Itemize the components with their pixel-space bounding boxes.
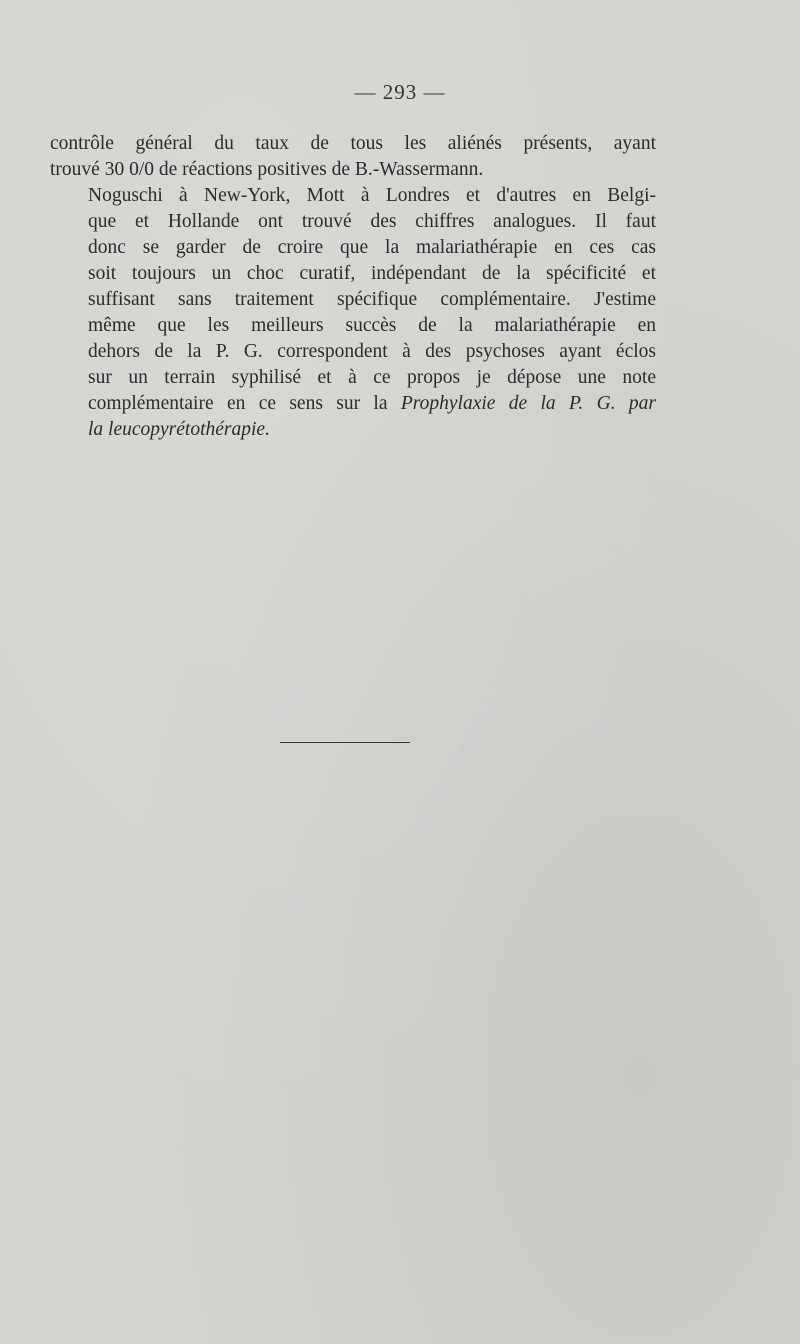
section-divider-rule	[280, 742, 410, 743]
text-line: sur un terrain syphilisé et à ce propos je dépose une note	[88, 367, 656, 388]
text-line: contrôle général du taux de tous les aliénés présents, ayant	[50, 133, 656, 154]
text-line	[50, 417, 656, 443]
text-line: que et Hollande ont trouvé des chiffres analogues. Il faut	[88, 211, 656, 232]
text-line: donc se garder de croire que la malariathérapie en ces cas	[88, 237, 656, 258]
paragraph-2	[50, 183, 656, 443]
text-line: soit toujours un choc curatif, indépendant de la spécificité et	[88, 263, 656, 284]
text-line	[50, 391, 656, 417]
body-text	[50, 131, 656, 443]
text-line: Noguschi à New-York, Mott à Londres et d'autres en Belgi-	[88, 185, 656, 206]
text-run: complémentaire en ce sens sur la	[88, 393, 388, 414]
text-line: dehors de la P. G. correspondent à des psychoses ayant éclos	[88, 341, 656, 362]
paragraph-1	[50, 131, 656, 183]
text-line: trouvé 30 0/0 de réactions positives de B.-Wassermann.	[50, 159, 484, 180]
text-line: même que les meilleurs succès de la malariathérapie en	[88, 315, 656, 336]
book-title-part-2: la leucopyrétothérapie.	[88, 419, 270, 440]
page-number: — 293 —	[354, 80, 446, 104]
book-title-part-1: Prophylaxie de la P. G. par	[400, 393, 657, 414]
text-line: suffisant sans traitement spécifique complémentaire. J'estime	[88, 289, 656, 310]
